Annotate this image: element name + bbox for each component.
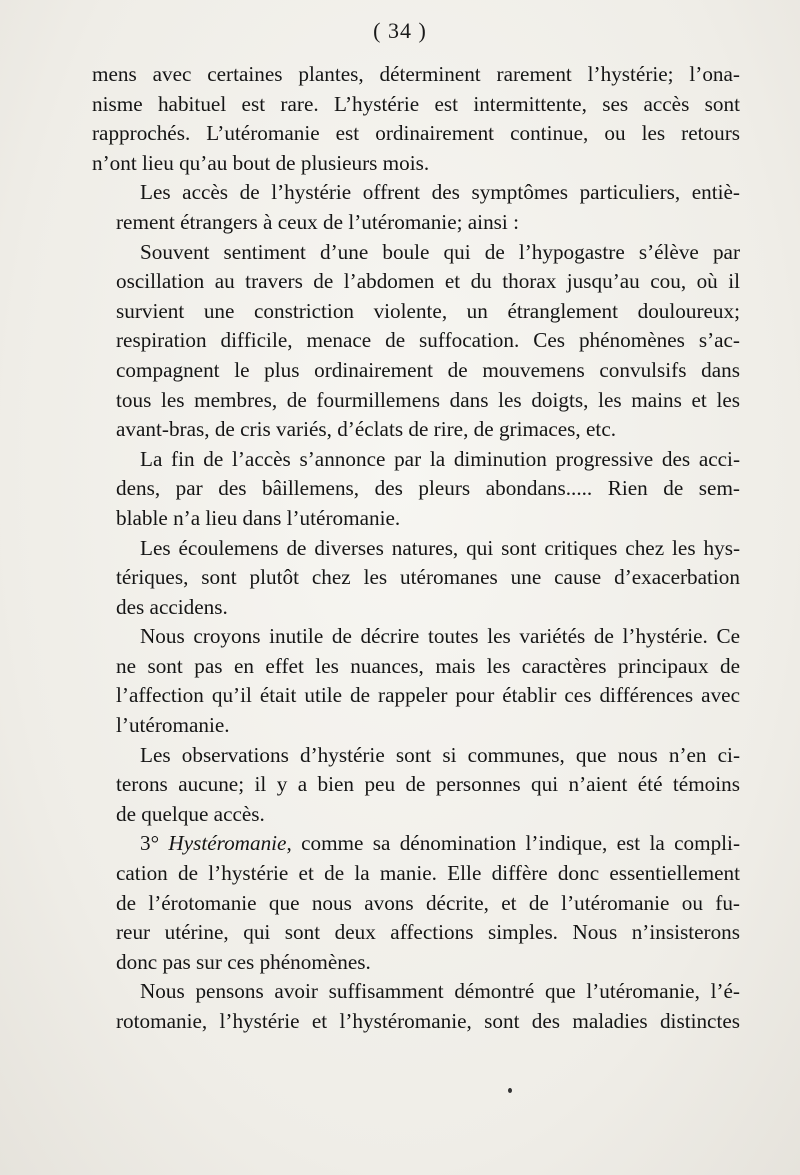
text-line: Les observations d’hystérie sont si communes, que nous n’en ci- [140, 742, 740, 767]
text-line: rement étrangers à ceux de l’utéromanie; ainsi : [116, 209, 519, 234]
text-line: blable n’a lieu dans l’utéromanie. [116, 505, 401, 530]
paragraph-9 [92, 977, 740, 1036]
text-line: avant-bras, de cris variés, d’éclats de rire, de grimaces, etc. [116, 417, 617, 442]
text-line: Les accès de l’hystérie offrent des symptômes particuliers, entiè- [140, 180, 740, 205]
text-line: tous les membres, de fourmillemens dans les doigts, les mains et les [116, 387, 740, 412]
text-line: de l’érotomanie que nous avons décrite, et de l’utéromanie ou fu- [116, 890, 740, 915]
page-number: ( 34 ) [373, 18, 427, 43]
paragraph-7 [92, 741, 740, 830]
text-line: oscillation au travers de l’abdomen et du thorax jusqu’au cou, où il [116, 269, 740, 294]
text-line: l’utéromanie. [116, 713, 230, 738]
paragraph-5 [92, 534, 740, 623]
text-line: compagnent le plus ordinairement de mouvemens convulsifs dans [116, 357, 740, 382]
paragraph-3 [92, 238, 740, 445]
text-line: Nous croyons inutile de décrire toutes les variétés de l’hystérie. Ce [140, 624, 740, 649]
text-line: 3° Hystéromanie, comme sa dénomination l’indique, est la compli- [140, 831, 740, 856]
paragraph-2 [92, 178, 740, 237]
paragraph-6 [92, 622, 740, 740]
text-line: rotomanie, l’hystérie et l’hystéromanie, sont des maladies distinctes [116, 1009, 740, 1033]
paragraph-4 [92, 445, 740, 534]
text-line: terons aucune; il y a bien peu de personnes qui n’aient été témoins [116, 772, 740, 797]
text-line: rapprochés. L’utéromanie est ordinairement continue, ou les retours [92, 121, 740, 146]
text-line: ne sont pas en effet les nuances, mais les caractères principaux de [116, 653, 740, 678]
ink-speck [508, 1088, 512, 1093]
text-line: mens avec certaines plantes, déterminent rarement l’hystérie; l’ona- [92, 62, 740, 86]
text-line: respiration difficile, menace de suffocation. Ces phénomènes s’ac- [116, 328, 740, 353]
text-line: reur utérine, qui sont deux affections simples. Nous n’insisterons [116, 920, 740, 945]
text-line: Nous pensons avoir suffisamment démontré que l’utéromanie, l’é- [140, 979, 740, 1004]
text-line: dens, par des bâillemens, des pleurs abondans..... Rien de sem- [116, 476, 740, 501]
text-line: donc pas sur ces phénomènes. [116, 949, 371, 974]
paragraph-8 [92, 829, 740, 977]
text-line: La fin de l’accès s’annonce par la diminution progressive des acci- [140, 446, 740, 471]
text-line: tériques, sont plutôt chez les utéromanes une cause d’exacerbation [116, 565, 740, 590]
text-line: nisme habituel est rare. L’hystérie est intermittente, ses accès sont [92, 91, 740, 116]
text-line: n’ont lieu qu’au bout de plusieurs mois. [92, 150, 430, 175]
body-text [92, 60, 740, 1037]
text-line: des accidens. [116, 594, 228, 619]
paragraph-1 [92, 60, 740, 178]
text-line: l’affection qu’il était utile de rappeler pour établir ces différences avec [116, 683, 740, 708]
text-line: Souvent sentiment d’une boule qui de l’hypogastre s’élève par [140, 239, 740, 264]
text-line: survient une constriction violente, un étranglement douloureux; [116, 298, 740, 323]
text-line: cation de l’hystérie et de la manie. Elle diffère donc essentiellement [116, 861, 740, 886]
text-line: Les écoulemens de diverses natures, qui sont critiques chez les hys- [140, 535, 740, 560]
text-line: de quelque accès. [116, 801, 265, 826]
